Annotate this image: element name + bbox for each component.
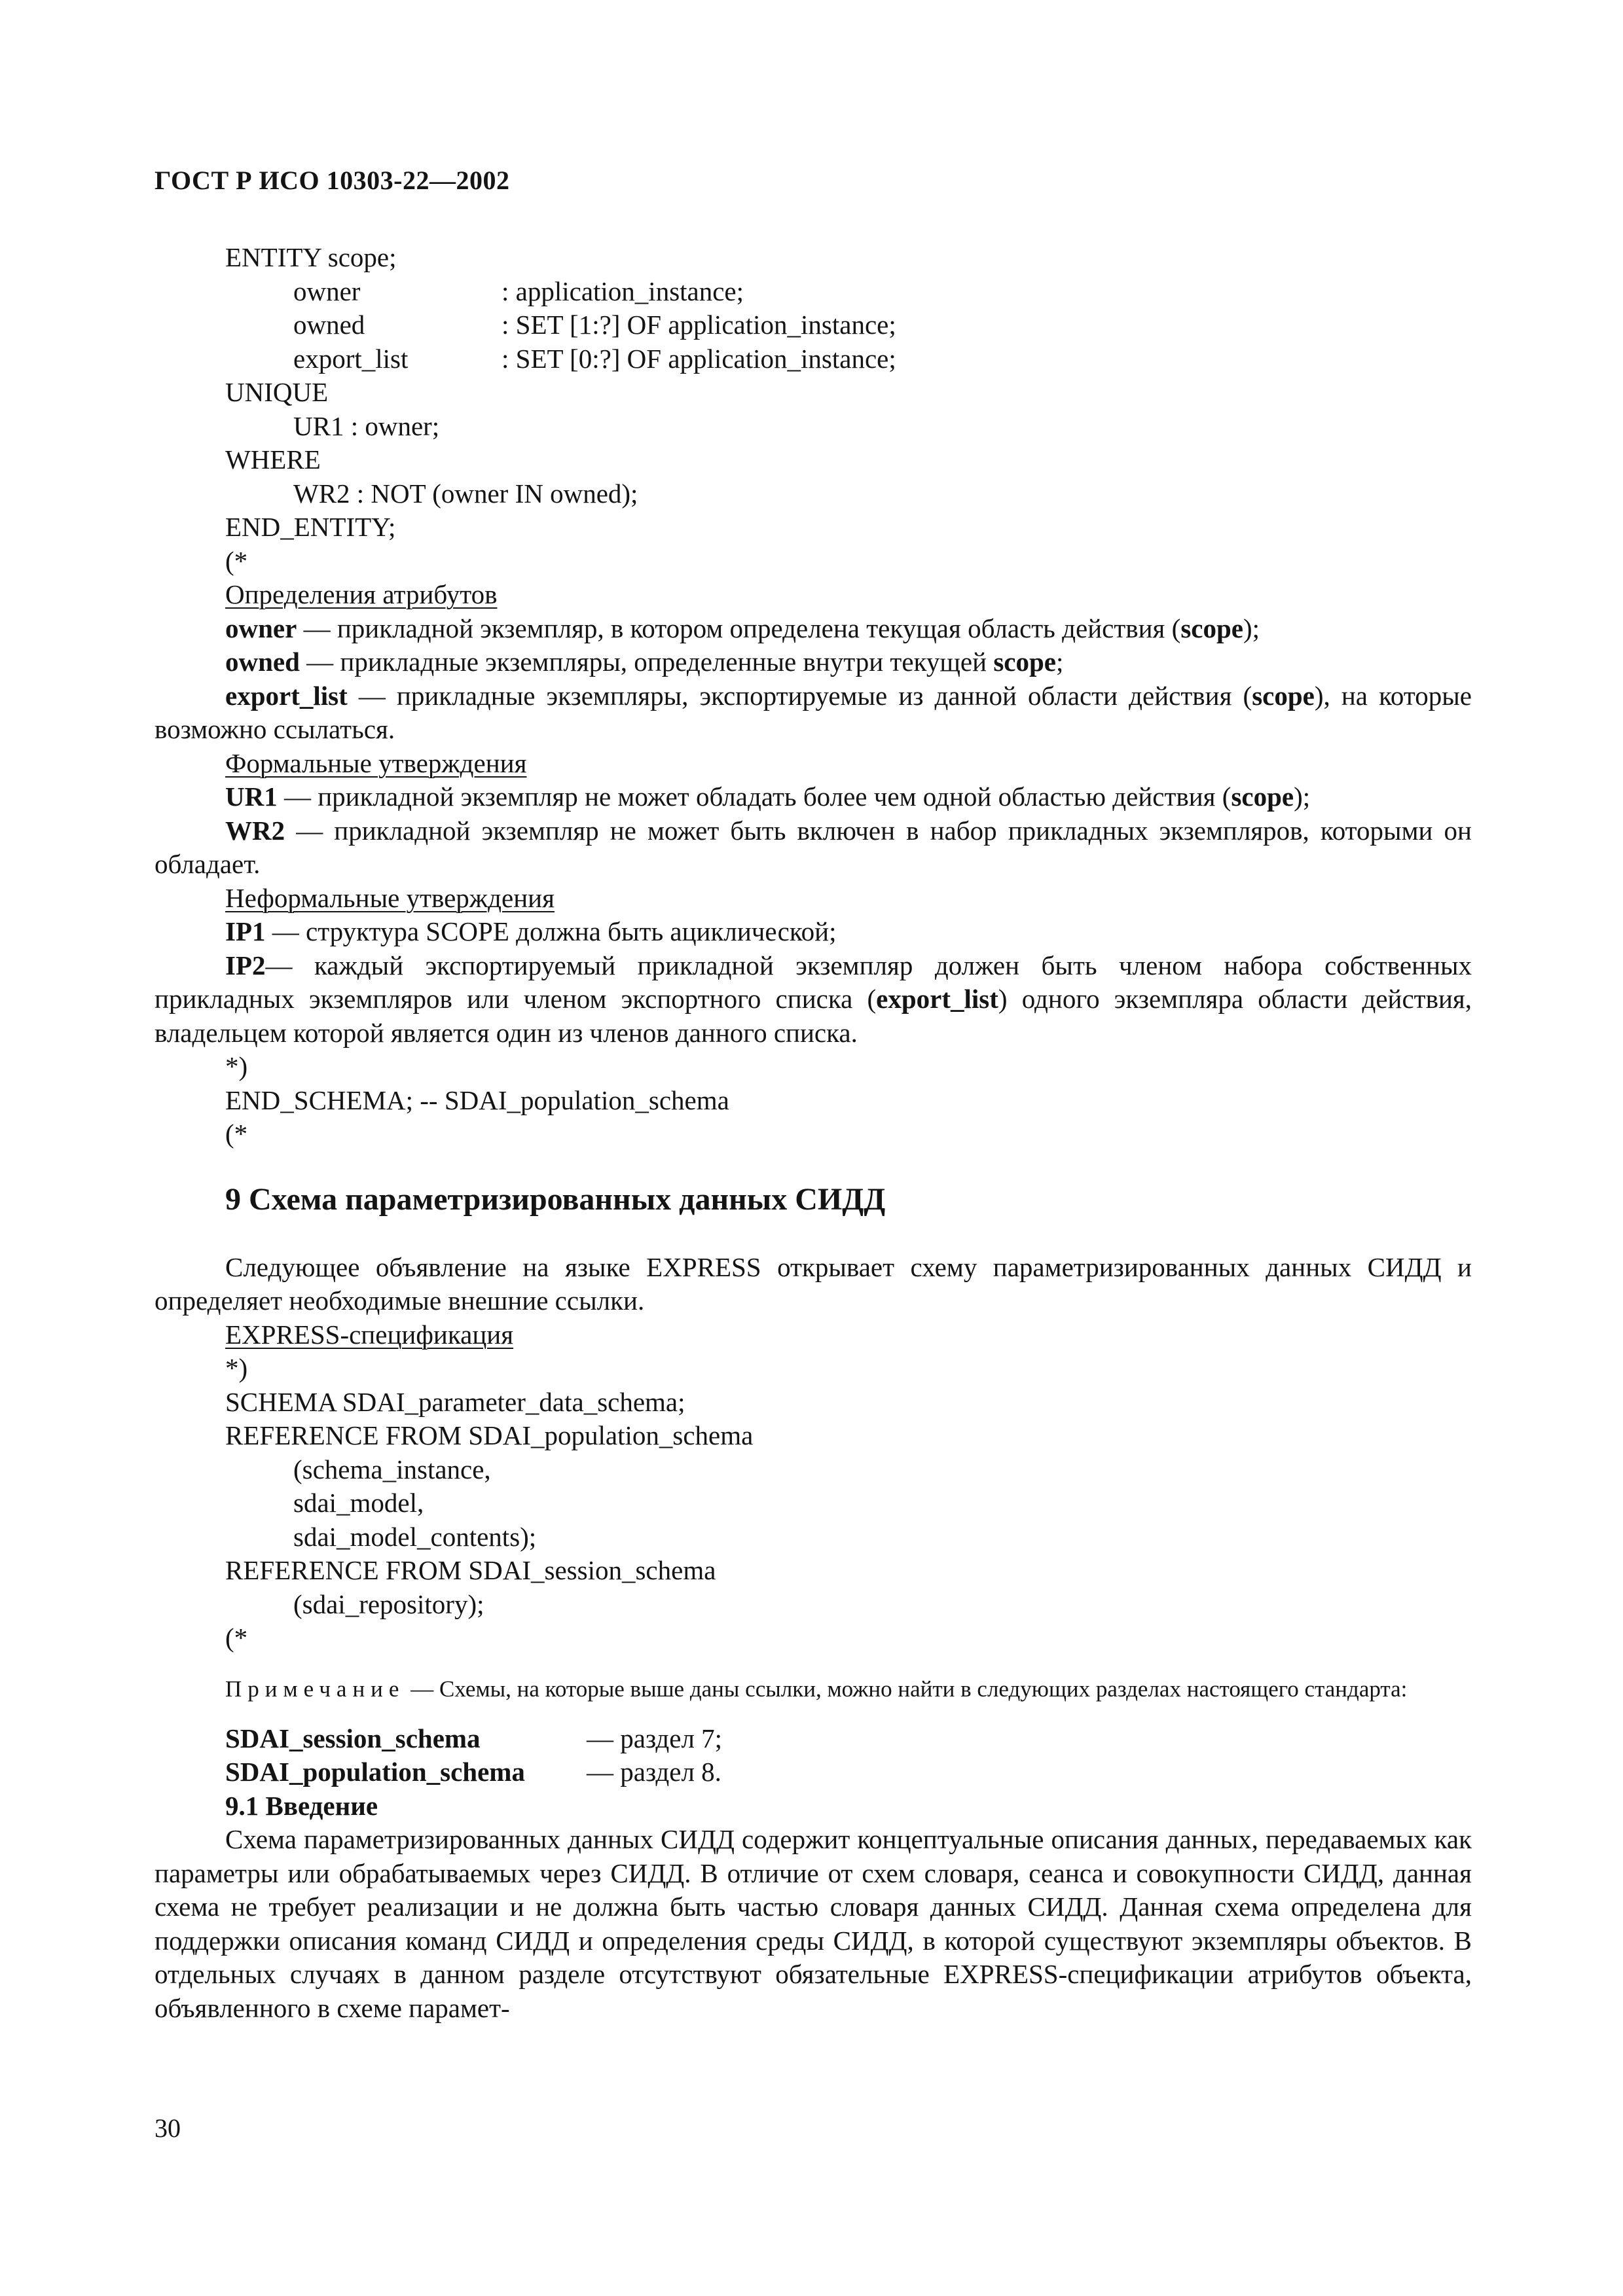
subsection-text: Схема параметризированных данных СИДД содержит концептуальные описания данных, передаваемых как параметры или обрабатываемых через СИДД. В отличие от схем словаря, сеанса и совокупности СИДД, данная схема не требует реализации и не должна быть частью словаря данных СИДД. Данная схема определена для поддержки описания команд СИДД и определения среды СИДД, в которой существуют экземпляры объектов. В отдельных случаях в данном разделе отсутствуют обязательные EXPRESS-спецификации атрибутов объекта, объявленного в схеме парамет- [155, 1824, 1472, 2023]
rule-tail: ); [1294, 781, 1311, 812]
term: owner [225, 613, 297, 643]
term: owned [225, 647, 300, 677]
document-header: ГОСТ Р ИСО 10303-22—2002 [155, 166, 510, 195]
rule-ur1 [155, 780, 1472, 814]
definition-text: — прикладные экземпляры, определенные внутри текущей [299, 647, 994, 677]
express-spec-heading [155, 1318, 1472, 1352]
ref: scope [993, 647, 1056, 677]
schema-section: — раздел 7; [587, 1723, 723, 1753]
heading-text: EXPRESS-спецификация [225, 1319, 514, 1350]
reference-item: (sdai_repository); [293, 1588, 484, 1619]
prop-ip1 [155, 915, 1472, 949]
formal-heading [155, 747, 1472, 781]
note-label: Примечание [225, 1676, 405, 1702]
attr-definitions-heading [155, 578, 1472, 612]
term: IP2 [225, 950, 266, 980]
rule-text: — прикладной экземпляр не может быть включен в набор прикладных экземпляров, которыми он обладает. [155, 815, 1472, 879]
schema-name: SDAI_population_schema [225, 1757, 525, 1787]
def-owner [155, 612, 1472, 646]
where-rule: WR2 : NOT (owner IN owned); [293, 478, 638, 509]
prop-text: — каждый экспортируемый прикладной экземпляр должен быть членом набора собственных прикладных экземпляров или членом экспортного списка ( [155, 950, 1472, 1014]
term: WR2 [225, 815, 285, 846]
definition-text: — прикладной экземпляр, в котором определена текущая область действия ( [297, 613, 1181, 643]
attr-type: : SET [0:?] OF application_instance; [501, 343, 896, 374]
attr-line-owner [155, 275, 1472, 309]
subsection-title: 9.1 Введение [225, 1790, 378, 1821]
schema-reference [155, 1755, 1472, 1789]
schema-name: SDAI_session_schema [225, 1723, 481, 1753]
note [155, 1674, 1472, 1705]
reference-from-population: REFERENCE FROM SDAI_population_schema [225, 1420, 754, 1450]
schema-section: — раздел 8. [587, 1757, 721, 1787]
term: UR1 [225, 781, 278, 812]
prop-tail: ) одного экземпляра области действия, владельцем которой является один из членов данного списка. [155, 984, 1472, 1048]
comment-open: (* [225, 1623, 248, 1653]
comment-close: *) [225, 1051, 248, 1081]
reference-item: sdai_model_contents); [293, 1521, 537, 1552]
page-body [155, 241, 1472, 2025]
term: IP1 [225, 916, 266, 946]
comment-close: *) [225, 1353, 248, 1383]
ref: scope [1231, 781, 1294, 812]
unique-rule: UR1 : owner; [293, 410, 440, 441]
term: export_list [225, 680, 348, 711]
definition-text: — прикладные экземпляры, экспортируемые из данной области действия ( [347, 680, 1252, 711]
attr-name: export_list [293, 343, 409, 374]
heading-text: Формальные утверждения [225, 747, 527, 778]
end-schema: END_SCHEMA; -- SDAI_population_schema [225, 1085, 729, 1115]
ref: export_list [876, 984, 998, 1014]
ref: scope [1252, 680, 1315, 711]
reference-from-session: REFERENCE FROM SDAI_session_schema [225, 1555, 716, 1585]
attr-line-owned [155, 308, 1472, 342]
reference-item: (schema_instance, [293, 1454, 491, 1484]
prop-text: — структура SCOPE должна быть ациклической; [265, 916, 837, 946]
informal-heading [155, 882, 1472, 916]
where-keyword: WHERE [225, 444, 321, 475]
definition-tail: ; [1055, 647, 1064, 677]
end-entity: END_ENTITY; [225, 512, 396, 542]
rule-text: — прикладной экземпляр не может обладать более чем одной областью действия ( [277, 781, 1231, 812]
attr-type: : application_instance; [501, 276, 744, 306]
page-number: 30 [155, 2113, 181, 2143]
comment-open: (* [225, 1119, 248, 1149]
prop-ip2 [155, 949, 1472, 1050]
attr-name: owner [293, 276, 361, 306]
definition-tail: ); [1243, 613, 1260, 643]
entity-declaration: ENTITY scope; [225, 242, 397, 272]
def-export-list [155, 679, 1472, 747]
definition-tail: ), на которые возможно ссылаться. [155, 680, 1472, 744]
note-text: — Схемы, на которые выше даны ссылки, можно найти в следующих разделах настоящего стандарта: [405, 1676, 1408, 1702]
schema-reference [155, 1722, 1472, 1756]
def-owned [155, 645, 1472, 679]
comment-open: (* [225, 545, 248, 576]
schema-declaration: SCHEMA SDAI_parameter_data_schema; [225, 1386, 685, 1417]
attr-type: : SET [1:?] OF application_instance; [501, 310, 896, 340]
rule-wr2 [155, 814, 1472, 882]
section-title: 9 Схема параметризированных данных СИДД [225, 1181, 886, 1217]
section-intro: Следующее объявление на языке EXPRESS открывает схему параметризированных данных СИДД и определяет необходимые внешние ссылки. [155, 1251, 1472, 1316]
ref: scope [1180, 613, 1243, 643]
attr-name: owned [293, 310, 365, 340]
heading-text: Неформальные утверждения [225, 882, 555, 913]
unique-keyword: UNIQUE [225, 377, 329, 407]
reference-item: sdai_model, [293, 1488, 424, 1518]
attr-line-export-list [155, 342, 1472, 376]
heading-text: Определения атрибутов [225, 579, 498, 609]
